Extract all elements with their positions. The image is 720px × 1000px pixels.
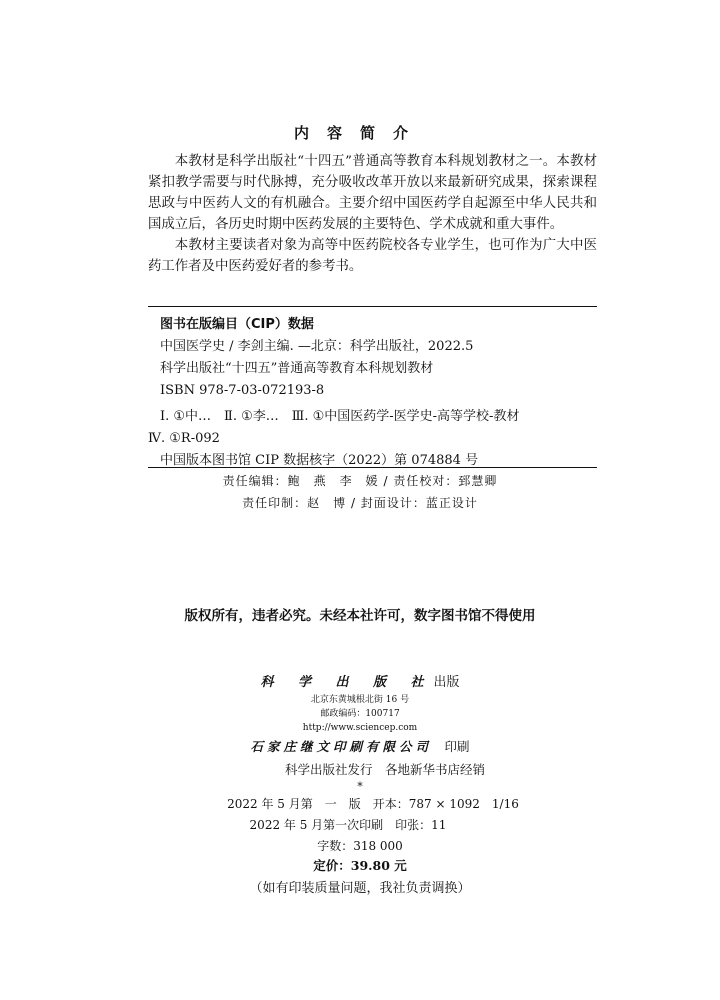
cip-bottom-rule (148, 467, 597, 468)
credits (0, 470, 720, 514)
spec-wordcount: 字数：318 000 (317, 839, 403, 853)
cip-verify: 中国版本图书馆 CIP 数据核字（2022）第 074884 号 (160, 453, 479, 468)
distribution-line: 科学出版社发行 各地新华书店经销 (284, 762, 485, 777)
credits-production: 责任印制：赵 博 / 封面设计：蓝正设计 (242, 496, 478, 510)
quality-notice: （如有印装质量问题，我社负责调换） (249, 881, 471, 896)
intro-paragraph-1: 本教材是科学出版社“十四五”普通高等教育本科规划教材之一。本教材紧扣教学需要与时代脉搏，充分吸收改革开放以来最新研究成果，探索课程思政与中医药人文的有机融合。主要介绍中国医药学自起源至中华人民共和国成立后，各历史时期中医药发展的主要特色、学术成就和重大事件。 (148, 154, 597, 232)
credits-editors: 责任编辑：鲍 燕 李 媛 / 责任校对：郅慧卿 (222, 474, 498, 488)
intro-text (148, 151, 597, 277)
publisher-website: http://www.sciencep.com (302, 723, 418, 733)
cip-isbn: ISBN 978-7-03-072193-8 (160, 383, 325, 398)
rights-notice: 版权所有，违者必究。未经本社许可，数字图书馆不得使用 (184, 608, 536, 624)
publisher-postcode: 邮政编码：100717 (320, 709, 400, 719)
cip-heading: 图书在版编目（CIP）数据 (160, 317, 314, 332)
printer-suffix: 印刷 (444, 739, 470, 754)
page-title: 内容简介 (293, 124, 426, 142)
spec-printing: 2022 年 5 月第一次印刷 印张：11 (249, 818, 447, 832)
spec-edition: 2022 年 5 月第 一 版 开本：787 × 1092 1/16 (227, 797, 519, 811)
separator-star: * (357, 780, 363, 793)
publisher-name: 科 学 出 版 社 (260, 675, 434, 690)
printer-name: 石家庄继文印刷有限公司 (250, 739, 432, 754)
price: 定价：39.80 元 (313, 858, 407, 873)
intro-paragraph-2: 本教材主要读者对象为高等中医药院校各专业学生，也可作为广大中医药工作者及中医药爱好者的参考书。 (148, 238, 597, 274)
publisher-details (0, 693, 720, 735)
specs (0, 794, 720, 857)
cip-top-rule (148, 306, 597, 307)
cip-block (148, 314, 597, 472)
cip-classification-2: Ⅳ. ①R-092 (148, 431, 220, 446)
cip-classification: Ⅰ. ①中… Ⅱ. ①李… Ⅲ. ①中国医药学-医学史-高等学校-教材 (160, 409, 520, 424)
cip-title-line: 中国医学史 / 李剑主编. —北京：科学出版社，2022.5 (160, 339, 474, 354)
publisher-line (0, 671, 720, 690)
publisher-address: 北京东黄城根北街 16 号 (310, 695, 410, 705)
publisher-suffix: 出版 (433, 675, 460, 690)
printer-line (0, 737, 720, 755)
cip-series-line: 科学出版社“十四五”普通高等教育本科规划教材 (160, 361, 434, 376)
